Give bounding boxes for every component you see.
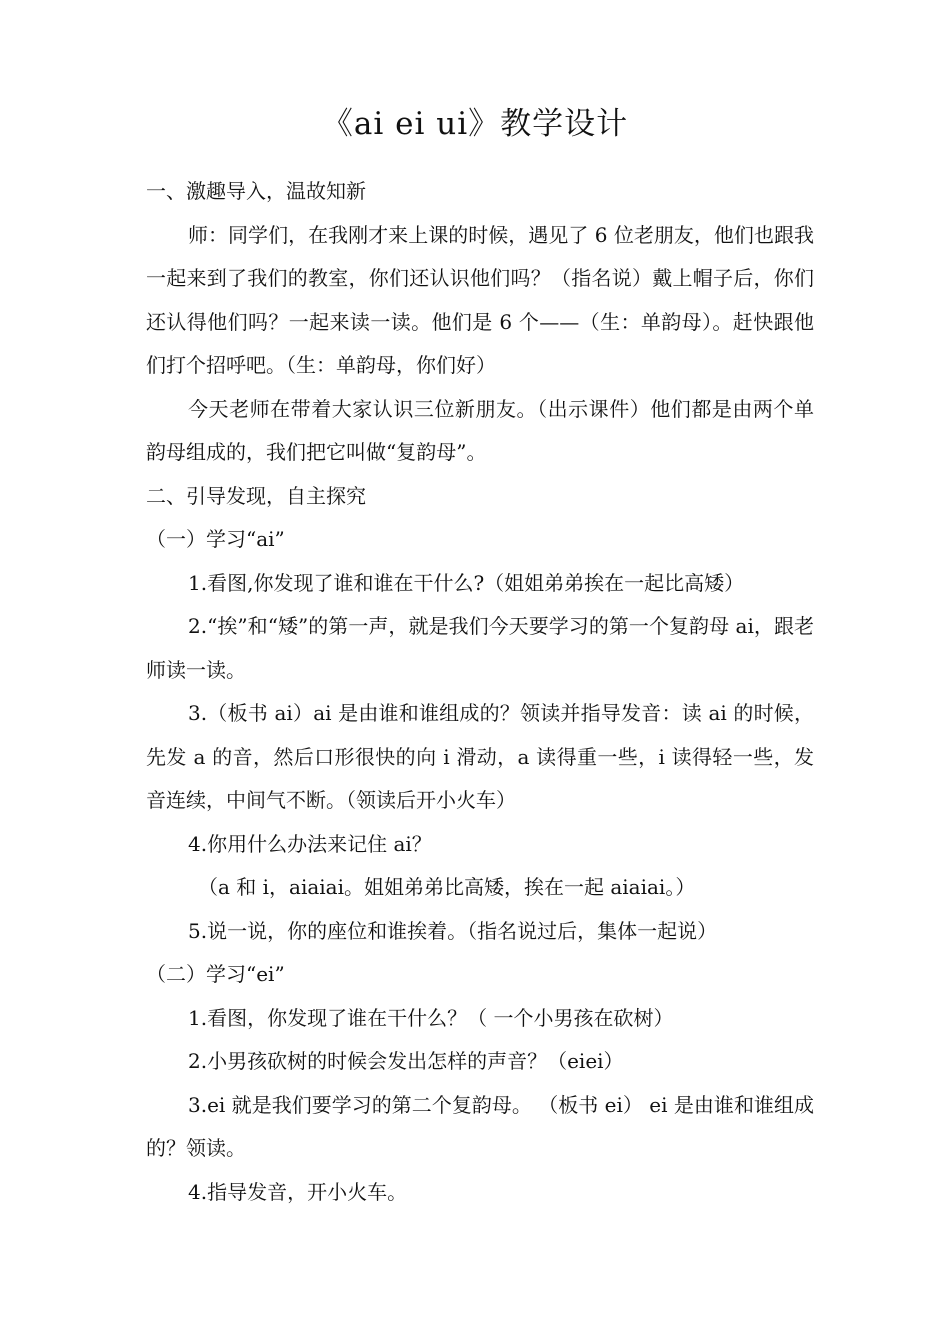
- ai-step-3: 3.（板书 ai）ai 是由谁和谁组成的？领读并指导发音：读 ai 的时候，先发 a 的音，然后口形很快的向 i 滑动，a 读得重一些，i 读得轻一些，发音连续，中间气不断。（领读后开小火车）: [146, 701, 814, 812]
- ai-step-1: 1.看图,你发现了谁和谁在干什么?（姐姐弟弟挨在一起比高矮）: [188, 570, 745, 595]
- paragraph-new-friends: 今天老师在带着大家认识三位新朋友。（出示课件）他们都是由两个单韵母组成的，我们把它叫做“复韵母”。: [146, 396, 814, 464]
- ei-step-4: 4.指导发音，开小火车。: [188, 1179, 408, 1204]
- ei-step-1: 1.看图，你发现了谁在干什么？（ 一个小男孩在砍树）: [188, 1005, 674, 1030]
- paragraph-teacher-intro: 师：同学们，在我刚才来上课的时候，遇见了 6 位老朋友，他们也跟我一起来到了我们的教室，你们还认识他们吗？（指名说）戴上帽子后，你们还认得他们吗？一起来读一读。他们是 6 个——（生：单韵母）。赶快跟他们打个招呼吧。（生：单韵母，你们好）: [146, 222, 814, 377]
- ai-step-2: 2.“挨”和“矮”的第一声，就是我们今天要学习的第一个复韵母 ai，跟老师读一读。: [146, 614, 814, 682]
- ai-step-4: 4.你用什么办法来记住 ai？: [188, 831, 432, 856]
- ai-step-4-note: （a 和 i，aiaiai。姐姐弟弟比高矮，挨在一起 aiaiai。）: [198, 875, 696, 899]
- section-heading-explore: 二、引导发现，自主探究: [146, 483, 366, 508]
- ai-step-5: 5.说一说，你的座位和谁挨着。（指名说过后，集体一起说）: [188, 918, 718, 943]
- ei-step-2: 2.小男孩砍树的时候会发出怎样的声音？（eiei）: [188, 1049, 624, 1073]
- subsection-heading-ei: （二）学习“ei”: [146, 962, 285, 986]
- document-body: [146, 170, 814, 1214]
- section-heading-intro: 一、激趣导入，温故知新: [146, 179, 366, 203]
- ei-step-3: 3.ei 就是我们要学习的第二个复韵母。 （板书 ei） ei 是由谁和谁组成的？领读。: [146, 1092, 814, 1160]
- document-title: 《ai ei ui》教学设计: [321, 106, 629, 142]
- subsection-heading-ai: （一）学习“ai”: [146, 527, 285, 551]
